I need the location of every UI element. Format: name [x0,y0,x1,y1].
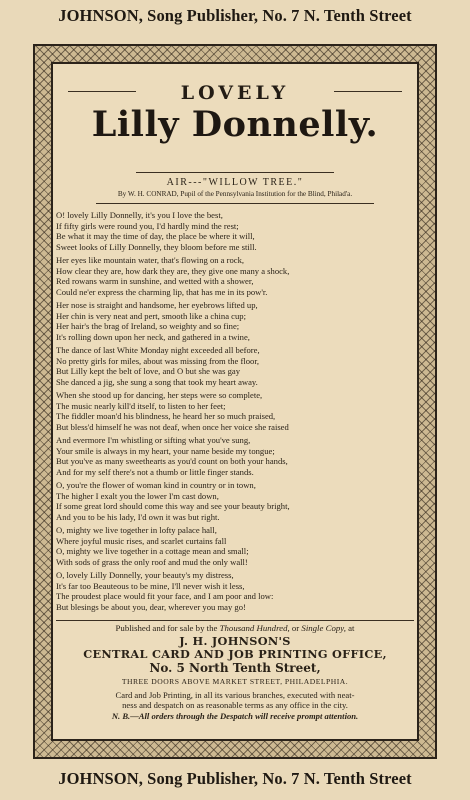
verse-line: With sods of grass the only roof and mud the only wall! [56,556,248,567]
song-title: Lilly Donnelly. [91,104,379,145]
verse-line: But you've as many sweethearts as you'd count on both your hands, [56,456,288,466]
verse-line: How clear they are, how dark they are, they give one many a shock, [56,265,290,276]
verse-line: When she stood up for dancing, her steps were so complete, [56,390,263,400]
pub-em-single: Single Copy, [301,623,346,633]
credit-rule [96,203,374,204]
verse-line: Where joyful music rises, and scarlet curtains fall [56,535,227,546]
pub-prefix: Published and for sale by the [115,623,218,633]
verse-line: The fiddler moan'd his blindness, he heard her so much praised, [56,411,276,421]
title-lovely: LOVELY [180,82,290,104]
verse-line: It's far too Beauteous to be mine, I'll never wish it less, [56,580,245,591]
verse-line: O! lovely Lilly Donnelly, it's you I love the best, [56,210,223,220]
verse-line: Her chin is very neat and pert, smooth like a china cup; [56,310,246,321]
office-services-line2: ness and despatch on as reasonable terms as any office in the city. [122,700,348,710]
song-sheet-content [56,72,414,732]
office-nb-note: N. B.—All orders through the Despatch will receive prompt attention. [111,711,359,721]
verse-line: The dance of last White Monday night exceeded all before, [56,345,260,355]
verse-stanza [56,345,414,387]
pub-or: or [291,623,300,633]
office-name: CENTRAL CARD AND JOB PRINTING OFFICE, [83,647,387,661]
verse-line: She danced a jig, she sung a song that took my heart away. [56,376,258,387]
top-publisher-header: JOHNSON, Song Publisher, No. 7 N. Tenth Street [58,6,412,25]
bottom-publisher-footer: JOHNSON, Song Publisher, No. 7 N. Tenth Street [58,769,412,788]
verse-line: O, lovely Lilly Donnelly, your beauty's my distress, [56,570,234,580]
verse-stanza [56,480,414,522]
verse-line: Sweet looks of Lilly Donnelly, they bloom before me still. [56,241,257,252]
verse-line: The proudest place would fit your face, and I am poor and low: [56,591,274,601]
verse-line: But blesings be about you, dear, wherever you may go! [56,601,246,612]
verse-stanza [56,525,414,567]
verse-line: Your smile is always in my heart, your name beside my tongue; [56,445,275,456]
author-credit: By W. H. CONRAD, Pupil of the Pennsylvania Institution for the Blind, Philad'a. [117,190,353,198]
title-underline-rule [136,172,334,173]
verse-line: But Lilly kept the belt of love, and O but she was gay [56,366,241,376]
air-tune-label: AIR---"WILLOW TREE." [166,177,304,188]
verse-line: Her hair's the brag of Ireland, so weighty and so fine; [56,321,240,331]
verse-line: O, mighty we live together in lofty palace hall, [56,525,217,535]
verse-line: Her nose is straight and handsome, her eyebrows lifted up, [56,300,258,310]
verse-line: Be what it may the time of day, the place be where it will, [56,231,255,241]
verse-line: And you to be his lady, I'd own it was but right. [56,511,220,522]
office-location: THREE DOORS ABOVE MARKET STREET, PHILADELPHIA. [121,677,349,686]
verse-line: Red rowans warm in sunshine, and wetted with a shower, [56,276,254,286]
office-owner: J. H. JOHNSON'S [179,634,291,648]
verse-line: The music nearly kill'd itself, to listen to her feet; [56,400,226,411]
verse-line: If some great lord should come this way and see your beauty bright, [56,501,290,511]
verse-stanza [56,255,414,297]
title-rule-right [334,91,402,92]
verse-line: O, you're the flower of woman kind in country or in town, [56,480,256,490]
pub-at: at [348,623,355,633]
verse-line: Could ne'er express the charming lip, that has me in its pow'r. [56,286,268,297]
office-services-line1: Card and Job Printing, in all its various branches, executed with neat- [115,690,355,700]
verse-stanza [56,390,414,432]
verse-stanza [56,210,414,252]
verse-stanza [56,570,414,612]
verse-line: The higher I exalt you the lower I'm cast down, [56,490,219,501]
verse-stanza [56,300,414,342]
verse-line: If fifty girls were round you, I'd hardly mind the rest; [56,220,239,231]
office-address: No. 5 North Tenth Street, [149,661,321,675]
verse-line: No pretty girls for miles, about was missing from the floor, [56,355,260,366]
pub-em-thousand: Thousand Hundred, [219,623,290,633]
song-verses [56,210,414,615]
verse-line: And for my self there's not a thumb or little finger stands. [56,466,254,477]
verse-line: But bless'd himself he was not deaf, when once her voice she raised [56,421,289,432]
verse-line: O, mighty we live together in a cottage mean and small; [56,546,249,556]
publication-note [56,623,414,633]
verse-line: It's rolling down upon her neck, and gathered in a twine, [56,331,250,342]
footer-rule [56,620,414,621]
verse-line: Her eyes like mountain water, that's flowing on a rock, [56,255,245,265]
verse-stanza [56,435,414,477]
verse-line: And evermore I'm whistling or sifting what you've sung, [56,435,251,445]
